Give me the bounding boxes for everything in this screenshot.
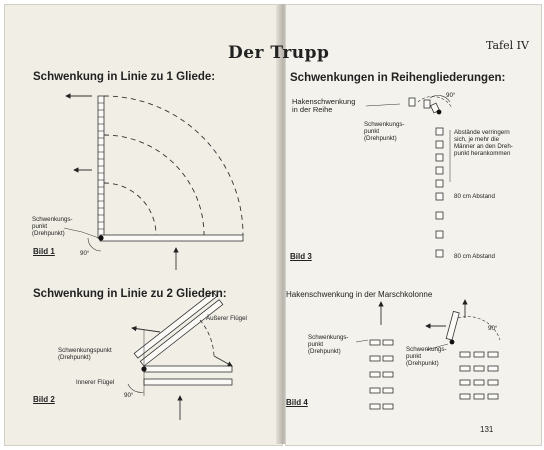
section4-heading: Hakenschwenkung in der Marschkolonne xyxy=(286,290,433,299)
bild1-pivot-label: Schwenkungs- punkt (Drehpunkt) xyxy=(32,216,73,237)
bild4-pivot-label-right: Schwenkungs- punkt (Drehpunkt) xyxy=(406,346,447,367)
bild4-soldier-marker xyxy=(474,366,484,371)
bild1-arc-outer xyxy=(104,96,243,235)
bild4-soldier-marker xyxy=(488,380,498,385)
bild1-label: Bild 1 xyxy=(33,247,55,256)
bild4-soldier-marker xyxy=(460,394,470,399)
bild3-soldier-marker xyxy=(436,180,443,187)
page-title: Der Trupp xyxy=(228,43,330,63)
bild4-soldier-marker xyxy=(383,356,393,361)
bild2-diag-rank-2 xyxy=(134,292,216,358)
bild1-arc-inner xyxy=(104,183,156,235)
bild4-soldier-marker xyxy=(370,404,380,409)
bild4-soldier-marker xyxy=(383,340,393,345)
bild4-soldier-marker xyxy=(474,394,484,399)
bild1-angle-arc xyxy=(88,238,101,251)
bild4-soldier-marker xyxy=(474,352,484,357)
bild4-soldier-marker xyxy=(370,356,380,361)
bild3-soldier-marker xyxy=(436,141,443,148)
bild2-angle-label: 90° xyxy=(124,392,134,399)
bild1-diagram xyxy=(64,96,243,270)
bild3-turning-man-2 xyxy=(424,100,430,108)
bild3-diagram xyxy=(366,95,452,257)
bild4-soldier-marker xyxy=(488,366,498,371)
bild4-soldier-marker xyxy=(370,372,380,377)
bild4-soldier-marker xyxy=(488,352,498,357)
bild4-angle-label: 90° xyxy=(488,325,498,332)
section2-heading: Schwenkung in Linie zu 2 Gliedern: xyxy=(33,288,227,300)
bild4-soldier-marker xyxy=(474,380,484,385)
bild2-label: Bild 2 xyxy=(33,395,55,404)
bild2-diagram xyxy=(128,292,232,420)
bild2-arrow-right xyxy=(214,356,232,366)
bild3-soldier-marker xyxy=(436,212,443,219)
bild4-pivot-dot xyxy=(450,340,455,345)
bild3-distance-note: Abstände verringern sich, je mehr die Männer an den Dreh- punkt herankommen xyxy=(454,129,513,157)
bild3-turning-man-1 xyxy=(409,98,415,106)
bild3-pivot-dot xyxy=(437,110,442,115)
section1-heading: Schwenkung in Linie zu 1 Gliede: xyxy=(33,71,216,83)
bild3-hook-leader xyxy=(366,104,400,106)
bild4-soldier-marker xyxy=(488,394,498,399)
bild3-soldier-marker xyxy=(436,154,443,161)
bild3-soldier-marker xyxy=(436,231,443,238)
plate-label: Tafel IV xyxy=(486,39,529,52)
bild3-pivot-label: Schwenkungs- punkt (Drehpunkt) xyxy=(364,121,405,142)
bild3-distance-1: 80 cm Abstand xyxy=(454,193,495,200)
bild4-soldier-marker xyxy=(460,352,470,357)
bild4-soldier-marker xyxy=(460,366,470,371)
bild4-soldier-marker xyxy=(383,404,393,409)
bild4-soldier-marker xyxy=(383,388,393,393)
bild3-soldier-marker xyxy=(436,128,443,135)
page-number: 131 xyxy=(480,425,494,434)
bild4-pivot-leader-left xyxy=(356,340,368,342)
bild4-soldier-marker xyxy=(370,340,380,345)
bild1-pivot-dot xyxy=(98,235,103,240)
bild2-arrow-upleft xyxy=(132,328,160,332)
bild3-soldier-marker xyxy=(436,167,443,174)
bild4-pivot-label-left: Schwenkungs- punkt (Drehpunkt) xyxy=(308,334,349,355)
bild1-horizontal-file xyxy=(100,235,243,241)
section3-heading: Schwenkungen in Reihengliederungen: xyxy=(290,72,506,84)
bild1-vertical-file xyxy=(98,96,104,238)
bild3-label: Bild 3 xyxy=(290,252,312,261)
bild2-rank-rear xyxy=(144,379,232,385)
bild3-soldier-marker xyxy=(436,193,443,200)
bild2-outer-flank-label: Äußerer Flügel xyxy=(206,315,247,322)
bild2-diag-rank-1 xyxy=(140,300,222,366)
bild4-label: Bild 4 xyxy=(286,398,308,407)
bild3-distance-2: 80 cm Abstand xyxy=(454,253,495,260)
bild2-inner-flank-label: Innerer Flügel xyxy=(76,379,115,386)
bild3-soldier-marker xyxy=(436,250,443,257)
bild1-angle-label: 90° xyxy=(80,250,90,257)
bild4-soldier-marker xyxy=(460,380,470,385)
bild4-swinging-rank xyxy=(446,311,459,340)
bild3-angle-label: 90° xyxy=(446,92,456,99)
bild4-soldier-marker xyxy=(370,388,380,393)
bild2-outer-arc xyxy=(200,320,214,356)
bild3-hook-label: Hakenschwenkung in der Reihe xyxy=(292,97,356,114)
bild2-pivot-label: Schwenkungspunkt (Drehpunkt) xyxy=(58,347,112,361)
bild4-soldier-marker xyxy=(383,372,393,377)
bild2-rank-front xyxy=(144,366,232,372)
